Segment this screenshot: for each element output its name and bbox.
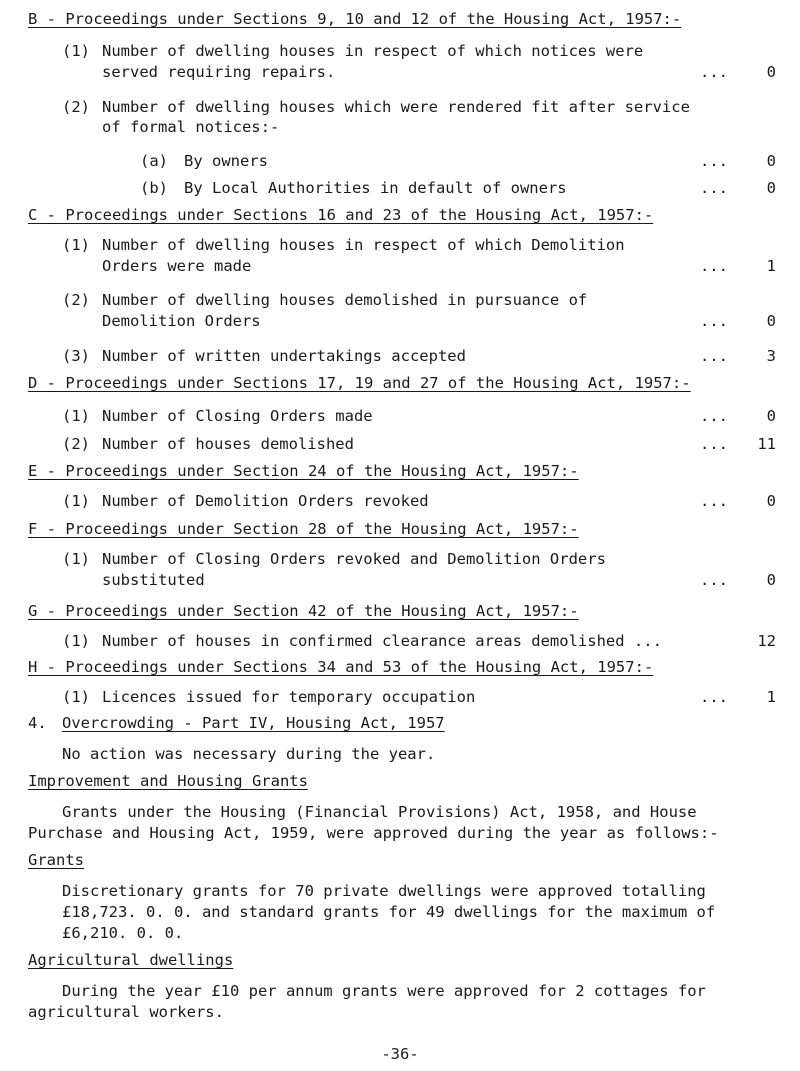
section-d-item1-label: (1)	[62, 407, 90, 425]
section-d-item1-text: Number of Closing Orders made	[102, 407, 373, 425]
leader-dots: ...	[700, 179, 728, 197]
section-g-heading: G - Proceedings under Section 42 of the Housing Act, 1957:-	[28, 602, 579, 620]
grants-line1: Discretionary grants for 70 private dwellings were approved totalling	[62, 882, 706, 900]
section-e-item1-value: 0	[766, 492, 776, 510]
section-g-item1-text: Number of houses in confirmed clearance areas demolished ...	[102, 632, 662, 650]
section-d-heading: D - Proceedings under Sections 17, 19 and 27 of the Housing Act, 1957:-	[28, 374, 691, 392]
section-c-item3-value: 3	[766, 347, 776, 365]
leader-dots: ...	[700, 152, 728, 170]
section-c-item1-label: (1)	[62, 236, 90, 254]
improvement-heading: Improvement and Housing Grants	[28, 772, 308, 790]
section-c-item1-text: Number of dwelling houses in respect of which Demolition	[102, 236, 625, 254]
section-d-item2-text: Number of houses demolished	[102, 435, 354, 453]
section-c-item3-text: Number of written undertakings accepted	[102, 347, 466, 365]
leader-dots: ...	[700, 63, 728, 81]
section-g-item1-label: (1)	[62, 632, 90, 650]
agricultural-heading: Agricultural dwellings	[28, 951, 234, 969]
section-b-item2-text: Number of dwelling houses which were rendered fit after service	[102, 98, 690, 116]
section-f-item1-text: Number of Closing Orders revoked and Demolition Orders	[102, 550, 606, 568]
section-b-item2-label: (2)	[62, 98, 90, 116]
section-c-item2-text-cont: Demolition Orders	[102, 312, 261, 330]
section-c-heading: C - Proceedings under Sections 16 and 23 of the Housing Act, 1957:-	[28, 206, 654, 224]
section-f-heading: F - Proceedings under Section 28 of the Housing Act, 1957:-	[28, 520, 579, 538]
section-b-item1-text-cont: served requiring repairs.	[102, 63, 336, 81]
grants-line2: £18,723. 0. 0. and standard grants for 49 dwellings for the maximum of	[62, 903, 716, 921]
leader-dots: ...	[700, 435, 728, 453]
section-h-item1-value: 1	[766, 688, 776, 706]
leader-dots: ...	[700, 347, 728, 365]
leader-dots: ...	[700, 571, 728, 589]
section-b-item2a-label: (a)	[140, 152, 168, 170]
improvement-para-line2: Purchase and Housing Act, 1959, were approved during the year as follows:-	[28, 824, 719, 842]
section-c-item3-label: (3)	[62, 347, 90, 365]
section-b-item2a-text: By owners	[184, 152, 268, 170]
leader-dots: ...	[700, 407, 728, 425]
section-f-item1-text-cont: substituted	[102, 571, 205, 589]
overcrowding-number: 4.	[28, 714, 47, 732]
agricultural-line2: agricultural workers.	[28, 1003, 224, 1021]
leader-dots: ...	[700, 492, 728, 510]
section-c-item1-text-cont: Orders were made	[102, 257, 252, 275]
section-e-heading: E - Proceedings under Section 24 of the Housing Act, 1957:-	[28, 462, 579, 480]
section-d-item1-value: 0	[766, 407, 776, 425]
section-e-item1-label: (1)	[62, 492, 90, 510]
section-h-heading: H - Proceedings under Sections 34 and 53 of the Housing Act, 1957:-	[28, 658, 654, 676]
section-c-item1-value: 1	[766, 257, 776, 275]
section-f-item1-value: 0	[766, 571, 776, 589]
section-c-item2-value: 0	[766, 312, 776, 330]
section-e-item1-text: Number of Demolition Orders revoked	[102, 492, 429, 510]
section-c-item2-text: Number of dwelling houses demolished in pursuance of	[102, 291, 588, 309]
grants-line3: £6,210. 0. 0.	[62, 924, 184, 942]
leader-dots: ...	[700, 312, 728, 330]
section-b-item1-label: (1)	[62, 42, 90, 60]
section-g-item1-value: 12	[757, 632, 776, 650]
section-b-item2b-text: By Local Authorities in default of owners	[184, 179, 567, 197]
section-b-item2b-value: 0	[766, 179, 776, 197]
section-b-item2-text-cont: of formal notices:-	[102, 118, 280, 136]
grants-heading: Grants	[28, 851, 84, 869]
section-b-item2a-value: 0	[766, 152, 776, 170]
section-d-item2-label: (2)	[62, 435, 90, 453]
section-b-item1-text: Number of dwelling houses in respect of which notices were	[102, 42, 644, 60]
improvement-para-line1: Grants under the Housing (Financial Provisions) Act, 1958, and House	[62, 803, 697, 821]
section-b-item2b-label: (b)	[140, 179, 168, 197]
section-f-item1-label: (1)	[62, 550, 90, 568]
leader-dots: ...	[700, 688, 728, 706]
section-h-item1-label: (1)	[62, 688, 90, 706]
overcrowding-heading: Overcrowding - Part IV, Housing Act, 1957	[62, 714, 445, 732]
section-b-item1-value: 0	[766, 63, 776, 81]
section-h-item1-text: Licences issued for temporary occupation	[102, 688, 476, 706]
overcrowding-text: No action was necessary during the year.	[62, 745, 436, 763]
section-c-item2-label: (2)	[62, 291, 90, 309]
section-b-heading: B - Proceedings under Sections 9, 10 and 12 of the Housing Act, 1957:-	[28, 10, 682, 28]
agricultural-line1: During the year £10 per annum grants were approved for 2 cottages for	[62, 982, 706, 1000]
page-number: -36-	[381, 1045, 419, 1063]
section-d-item2-value: 11	[757, 435, 776, 453]
leader-dots: ...	[700, 257, 728, 275]
